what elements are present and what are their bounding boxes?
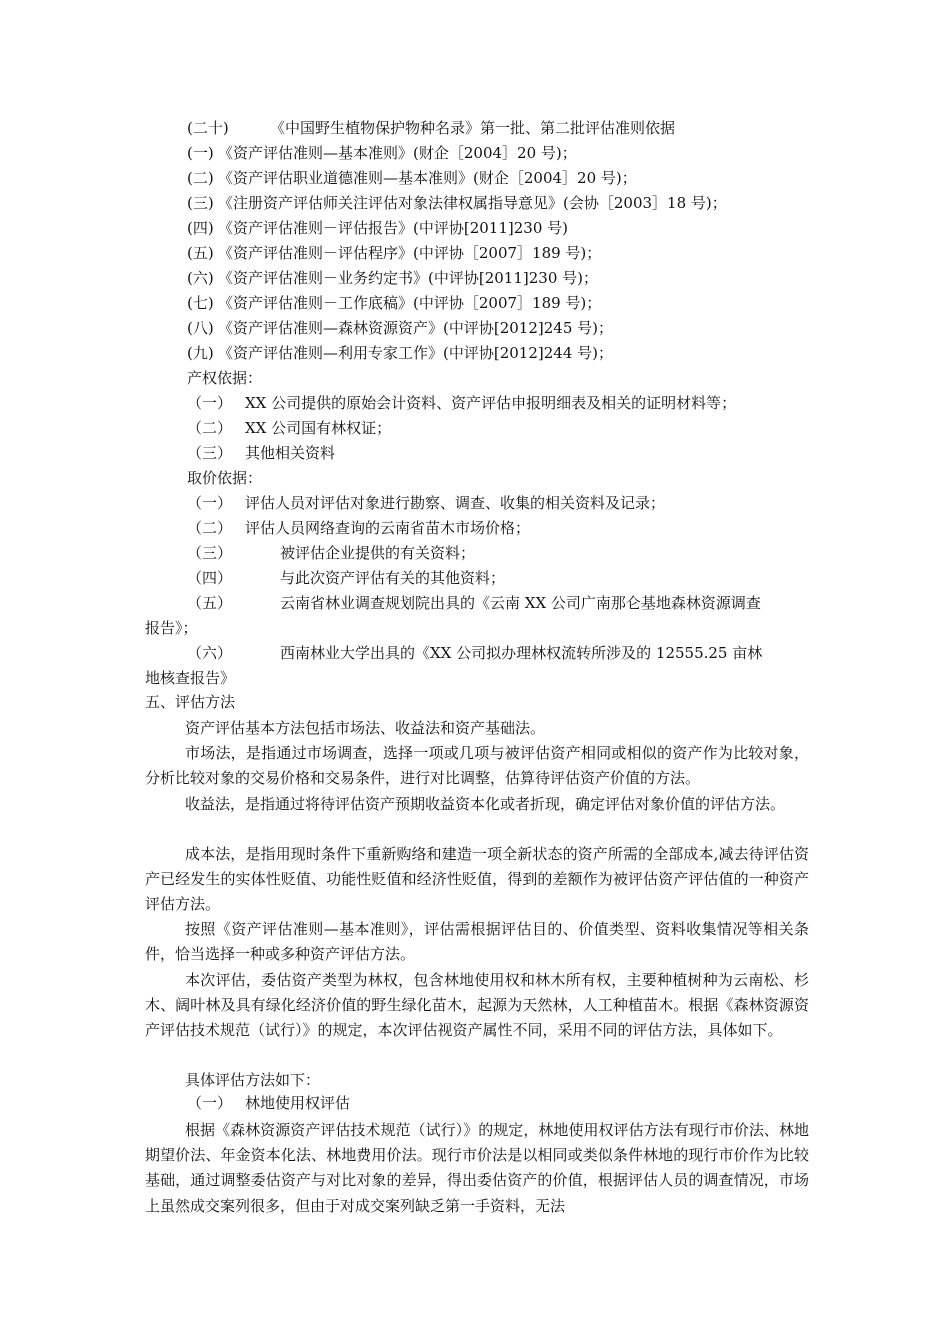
- pricing-basis-num: （五）: [187, 594, 233, 612]
- paragraph: 具体评估方法如下：: [185, 1071, 321, 1089]
- paragraph: 市场法，是指通过市场调查，选择一项或几项与被评估资产相同或相似的资产作为比较对象，分析比较对象的交易价格和交易条件，进行对比调整，估算待评估资产价值的方法。: [145, 744, 809, 788]
- standard-num: (二): [187, 169, 214, 187]
- paragraph: 收益法，是指通过将待评估资产预期收益资本化或者折现，确定评估对象价值的评估方法。: [185, 795, 786, 813]
- pricing-basis-continuation: 地核查报告》: [145, 669, 236, 687]
- paragraph: 成本法，是指用现时条件下重新购络和建造一项全新状态的资产所需的全部成本,减去待评估资产已经发生的实体性贬值、功能性贬值和经济性贬值，得到的差额作为被评估资产评估值的一种资产评估方法。: [145, 845, 809, 914]
- standard-text: 《资产评估职业道德准则—基本准则》(财企［2004］20 号)；: [218, 169, 637, 187]
- standard-text: 《资产评估准则－工作底稿》(中评协［2007］189 号)；: [218, 294, 602, 312]
- standard-num: (七): [187, 294, 214, 312]
- basis-header-num: (二十): [187, 119, 229, 137]
- standard-text: 《资产评估准则—利用专家工作》(中评协[2012]244 号)；: [218, 344, 613, 362]
- property-basis-num: （三）: [187, 444, 233, 462]
- standard-text: 《资产评估准则－业务约定书》(中评协[2011]230 号)；: [218, 269, 598, 287]
- standard-text: 《资产评估准则—森林资源资产》(中评协[2012]245 号)；: [218, 319, 613, 337]
- paragraph: 本次评估，委估资产类型为林权，包含林地使用权和林木所有权，主要种植树种为云南松、杉木、阔叶林及具有绿化经济价值的野生绿化苗木，起源为天然林，人工种植苗木。根据《森林资源资产评估技术规范（试行）》的规定，本次评估视资产属性不同，采用不同的评估方法，具体如下。: [145, 971, 809, 1040]
- pricing-basis-continuation: 报告》；: [145, 619, 198, 637]
- property-basis-title: 产权依据：: [187, 369, 263, 387]
- pricing-basis-num: （一）: [187, 494, 233, 512]
- standard-num: (三): [187, 194, 214, 212]
- pricing-basis-num: （六）: [187, 644, 233, 662]
- pricing-basis-text: 云南省林业调查规划院出具的《云南 XX 公司广南那仑基地森林资源调查: [280, 594, 761, 612]
- subsection-num: （一）: [187, 1094, 233, 1112]
- property-basis-text: XX 公司国有林权证；: [245, 419, 392, 437]
- section-title: 五、评估方法: [145, 693, 236, 711]
- property-basis-text: XX 公司提供的原始会计资料、资产评估申报明细表及相关的证明材料等；: [245, 394, 737, 412]
- standard-num: (一): [187, 144, 214, 162]
- pricing-basis-text: 评估人员网络查询的云南省苗木市场价格；: [245, 519, 531, 537]
- pricing-basis-text: 被评估企业提供的有关资料；: [280, 544, 476, 562]
- pricing-basis-text: 评估人员对评估对象进行勘察、调查、收集的相关资料及记录；: [245, 494, 666, 512]
- standard-text: 《资产评估准则－评估报告》(中评协[2011]230 号): [218, 219, 568, 237]
- paragraph: 根据《森林资源资产评估技术规范（试行）》的规定，林地使用权评估方法有现行市价法、林地期望价法、年金资本化法、林地费用价法。现行市价法是以相同或类似条件林地的现行市价作为比较基础，通过调整委估资产与对比对象的差异，得出委估资产的价值，根据评估人员的调查情况，市场上虽然成交案列很多，但由于对成交案列缺乏第一手资料，无法: [145, 1121, 809, 1215]
- standard-num: (四): [187, 219, 214, 237]
- property-basis-num: （二）: [187, 419, 233, 437]
- standard-text: 《资产评估准则－评估程序》(中评协［2007］189 号)；: [218, 244, 602, 262]
- basis-header-text: 《中国野生植物保护物种名录》第一批、第二批评估准则依据: [270, 119, 676, 137]
- standard-num: (九): [187, 344, 214, 362]
- pricing-basis-num: （四）: [187, 569, 233, 587]
- property-basis-text: 其他相关资料: [245, 444, 336, 462]
- paragraph: 按照《资产评估准则—基本准则》，评估需根据评估目的、价值类型、资料收集情况等相关条件，恰当选择一种或多种资产评估方法。: [145, 920, 809, 964]
- subsection-text: 林地使用权评估: [245, 1094, 351, 1112]
- pricing-basis-num: （三）: [187, 544, 233, 562]
- standard-num: (六): [187, 269, 214, 287]
- paragraph: 资产评估基本方法包括市场法、收益法和资产基础法。: [185, 719, 546, 737]
- pricing-basis-text: 与此次资产评估有关的其他资料；: [280, 569, 506, 587]
- pricing-basis-title: 取价依据：: [187, 469, 263, 487]
- standard-num: (五): [187, 244, 214, 262]
- standard-text: 《资产评估准则—基本准则》(财企［2004］20 号)；: [218, 144, 577, 162]
- standard-num: (八): [187, 319, 214, 337]
- pricing-basis-num: （二）: [187, 519, 233, 537]
- standard-text: 《注册资产评估师关注评估对象法律权属指导意见》(会协［2003］18 号)；: [218, 194, 727, 212]
- pricing-basis-text: 西南林业大学出具的《XX 公司拟办理林权流转所涉及的 12555.25 亩林: [280, 644, 763, 662]
- property-basis-num: （一）: [187, 394, 233, 412]
